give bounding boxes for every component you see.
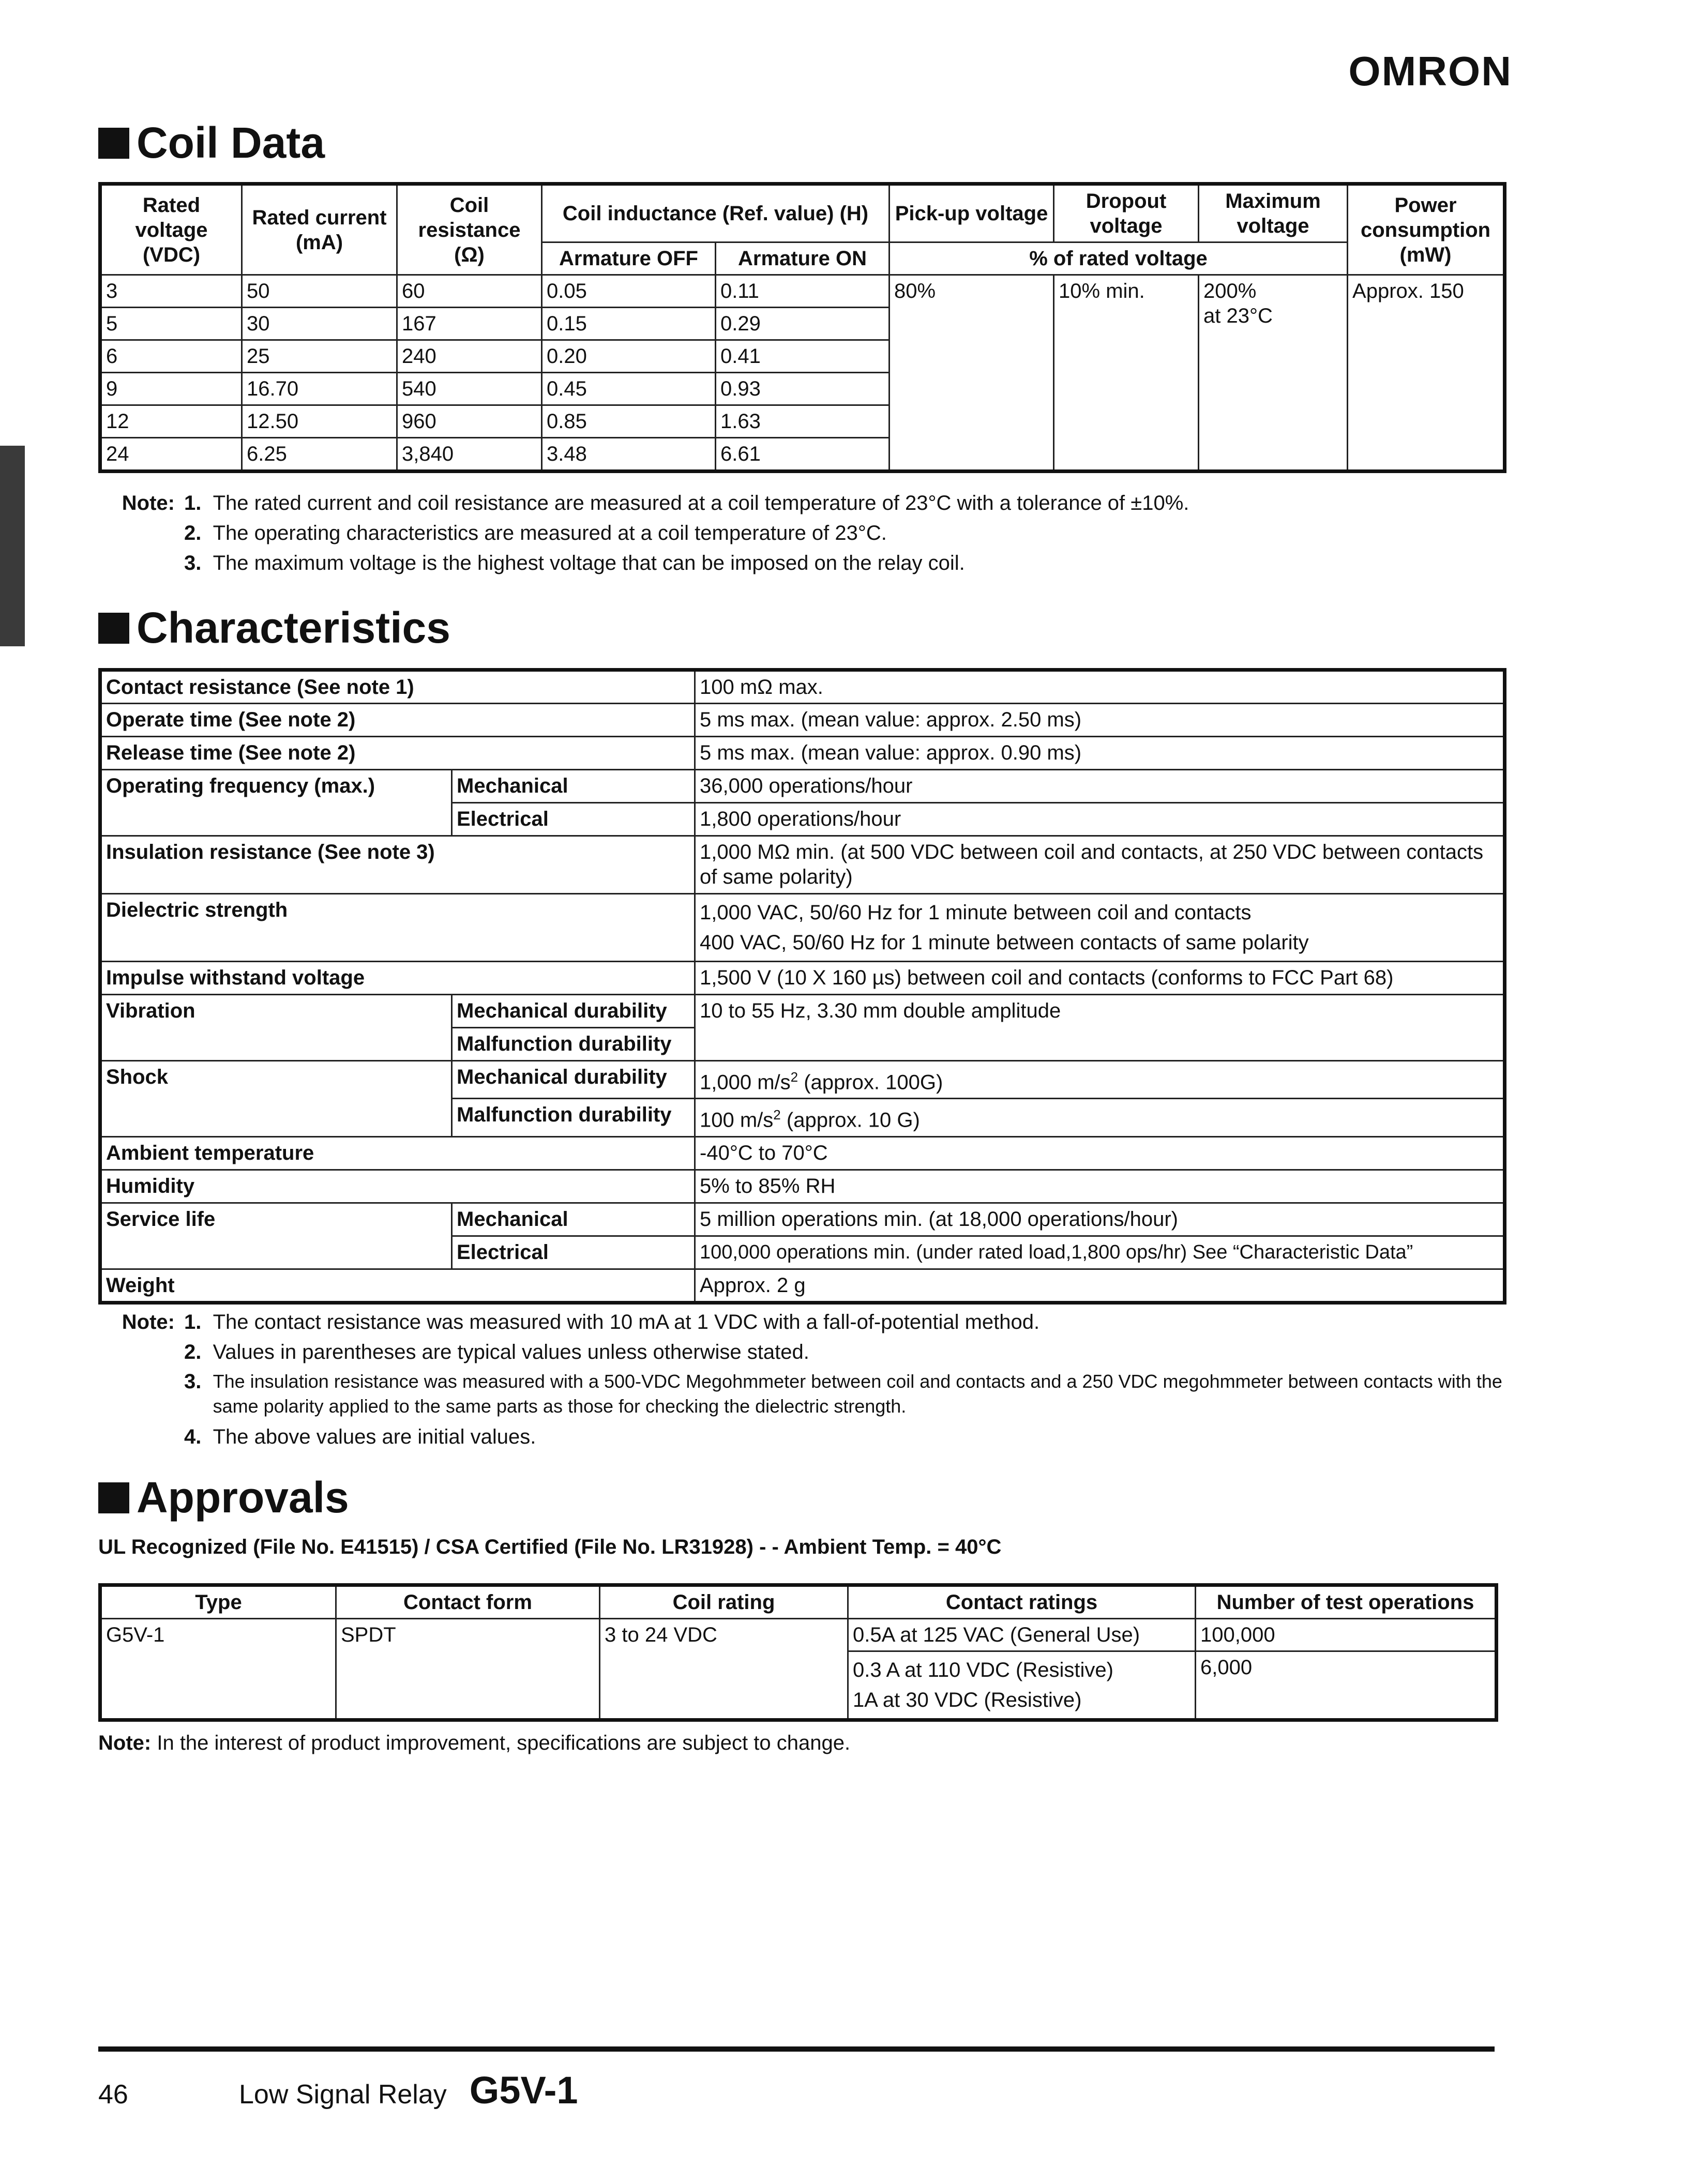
section-square-icon [98,1482,129,1513]
cell-armature-off: 0.85 [542,405,716,438]
header-pct-rated-voltage: % of rated voltage [890,242,1348,275]
cell-resistance: 3,840 [397,438,542,472]
table-row [100,275,1505,308]
cell-current: 50 [242,275,397,308]
note-num: 3. [184,552,202,574]
cell-voltage: 12 [100,405,242,438]
cell-test-operations: 100,000 [1196,1619,1497,1651]
cell-max-value [1199,275,1348,472]
header-coil-resistance: Coil resistance (Ω) [397,184,542,275]
coil-data-title-text: Coil Data [137,118,325,167]
row-label: Dielectric strength [100,894,695,962]
header-test-operations: Number of test operations [1196,1585,1497,1619]
cell-armature-on: 6.61 [716,438,890,472]
note-num: 1. [184,1311,202,1333]
cell-current: 30 [242,308,397,340]
cell-armature-off: 0.20 [542,340,716,373]
note-text: The insulation resistance was measured with a 500-VDC Megohmmeter between coil and contacts and a 250 VDC megohmmeter between contacts with the same polarity applied to the same parts as those for checking the dielectric strength. [213,1371,1502,1417]
cell-resistance: 540 [397,373,542,405]
table-row [100,1269,1505,1302]
row-sublabel: Electrical [452,803,695,836]
footer-rule [98,2046,1495,2052]
approvals-subtitle: UL Recognized (File No. E41515) / CSA Certified (File No. LR31928) - - Ambient Temp. = 40°C [98,1536,1002,1558]
cell-armature-on: 0.41 [716,340,890,373]
characteristics-title-text: Characteristics [137,603,450,652]
cell-test-operations: 6,000 [1196,1651,1497,1720]
note-label: Note: [98,1732,152,1754]
table-row [100,1136,1505,1170]
row-label: Service life [100,1203,452,1269]
table-row [100,704,1505,737]
header-contact-form: Contact form [336,1585,600,1619]
row-value: 100 mΩ max. [695,670,1505,704]
table-row [100,836,1505,894]
header-rated-voltage: Rated voltage (VDC) [100,184,242,275]
cell-resistance: 167 [397,308,542,340]
characteristics-notes [98,1307,1510,1452]
cell-current: 16.70 [242,373,397,405]
page-footer [98,2068,578,2112]
row-value: 5% to 85% RH [695,1170,1505,1203]
max-value-line2: at 23°C [1203,305,1273,327]
row-label: Shock [100,1061,452,1137]
note-text: The operating characteristics are measured at a coil temperature of 23°C. [213,522,887,544]
cell-armature-on: 1.63 [716,405,890,438]
cell-armature-on: 0.29 [716,308,890,340]
cell-current: 25 [242,340,397,373]
table-row [100,894,1505,962]
note-text: Values in parentheses are typical values unless otherwise stated. [213,1341,809,1363]
row-sublabel: Mechanical [452,1203,695,1236]
row-sublabel: Malfunction durability [452,1099,695,1136]
dielectric-line2: 400 VAC, 50/60 Hz for 1 minute between contacts of same polarity [700,931,1309,954]
header-contact-ratings: Contact ratings [848,1585,1196,1619]
row-label: Insulation resistance (See note 3) [100,836,695,894]
characteristics-table [98,668,1506,1305]
row-value: 1,500 V (10 X 160 µs) between coil and contacts (conforms to FCC Part 68) [695,962,1505,995]
note-text: The rated current and coil resistance are measured at a coil temperature of 23°C with a tolerance of ±10%. [213,492,1189,514]
row-label: Vibration [100,995,452,1061]
table-row [100,737,1505,770]
table-row [100,1170,1505,1203]
table-row [100,1061,1505,1099]
row-sublabel: Mechanical durability [452,995,695,1028]
note-label: Note: [122,492,175,514]
approvals-table [98,1583,1498,1722]
row-value: -40°C to 70°C [695,1136,1505,1170]
cell-armature-on: 0.93 [716,373,890,405]
cell-current: 12.50 [242,405,397,438]
cell-armature-off: 3.48 [542,438,716,472]
note-num: 2. [184,1341,202,1363]
row-value: Approx. 2 g [695,1269,1505,1302]
row-value [695,894,1505,962]
approvals-note [98,1728,850,1758]
row-label: Contact resistance (See note 1) [100,670,695,704]
note-num: 1. [184,492,202,514]
note-num: 3. [184,1370,202,1393]
row-value: 10 to 55 Hz, 3.30 mm double amplitude [695,995,1505,1061]
row-value: 5 ms max. (mean value: approx. 0.90 ms) [695,737,1505,770]
row-sublabel: Malfunction durability [452,1028,695,1061]
row-label: Humidity [100,1170,695,1203]
row-label: Weight [100,1269,695,1302]
header-armature-on: Armature ON [716,242,890,275]
row-value: 36,000 operations/hour [695,770,1505,803]
row-value: 5 ms max. (mean value: approx. 2.50 ms) [695,704,1505,737]
characteristics-title [98,603,450,653]
cell-voltage: 24 [100,438,242,472]
note-text: The above values are initial values. [213,1425,536,1448]
footer-category: Low Signal Relay [239,2080,447,2110]
header-armature-off: Armature OFF [542,242,716,275]
table-row [100,770,1505,803]
row-label: Operate time (See note 2) [100,704,695,737]
header-power-consumption: Power consumption (mW) [1348,184,1505,275]
section-square-icon [98,128,129,159]
note-label: Note: [122,1311,175,1333]
cell-type: G5V-1 [100,1619,336,1720]
page-number: 46 [98,2080,128,2110]
cell-resistance: 960 [397,405,542,438]
cell-armature-off: 0.05 [542,275,716,308]
approvals-title-text: Approvals [137,1473,349,1522]
header-rated-current: Rated current (mA) [242,184,397,275]
row-value: 5 million operations min. (at 18,000 operations/hour) [695,1203,1505,1236]
cell-voltage: 9 [100,373,242,405]
table-row [100,1619,1497,1651]
note-text: The maximum voltage is the highest voltage that can be imposed on the relay coil. [213,552,965,574]
header-maximum-voltage: Maximum voltage [1199,184,1348,242]
table-row [100,1203,1505,1236]
row-label: Ambient temperature [100,1136,695,1170]
cell-voltage: 3 [100,275,242,308]
row-value: 1,800 operations/hour [695,803,1505,836]
cell-contact-rating: 0.3 A at 110 VDC (Resistive) 1A at 30 VDC (Resistive) [848,1651,1196,1720]
cell-resistance: 240 [397,340,542,373]
side-tab-marker [0,446,25,646]
omron-logo: OMRON [1348,48,1512,94]
cell-voltage: 5 [100,308,242,340]
coil-data-table [98,182,1506,473]
coil-data-notes [98,488,1189,578]
header-pickup-voltage: Pick-up voltage [890,184,1054,242]
row-sublabel: Mechanical durability [452,1061,695,1099]
cell-armature-off: 0.45 [542,373,716,405]
row-label: Release time (See note 2) [100,737,695,770]
header-dropout-voltage: Dropout voltage [1054,184,1199,242]
table-row [100,670,1505,704]
row-label: Impulse withstand voltage [100,962,695,995]
note-num: 2. [184,522,202,544]
header-coil-inductance: Coil inductance (Ref. value) (H) [542,184,890,242]
cell-armature-off: 0.15 [542,308,716,340]
coil-data-title [98,118,325,168]
cell-resistance: 60 [397,275,542,308]
note-text: In the interest of product improvement, specifications are subject to change. [157,1732,851,1754]
cell-coil-rating: 3 to 24 VDC [600,1619,848,1720]
cell-contact-rating: 0.5A at 125 VAC (General Use) [848,1619,1196,1651]
cell-armature-on: 0.11 [716,275,890,308]
approvals-title [98,1473,349,1523]
header-coil-rating: Coil rating [600,1585,848,1619]
table-row [100,995,1505,1028]
row-value: 100 $m/s^2$ (approx. 10 G) [695,1099,1505,1136]
max-value-line1: 200% [1203,280,1257,302]
row-value: 1,000 MΩ min. (at 500 VDC between coil and contacts, at 250 VDC between contacts of same polarity) [695,836,1505,894]
footer-model: G5V-1 [469,2069,578,2112]
section-square-icon [98,613,129,644]
table-row [100,962,1505,995]
cell-voltage: 6 [100,340,242,373]
note-num: 4. [184,1425,202,1448]
cell-power-value: Approx. 150 [1348,275,1505,472]
row-label: Operating frequency (max.) [100,770,452,836]
row-sublabel: Mechanical [452,770,695,803]
header-type: Type [100,1585,336,1619]
dielectric-line1: 1,000 VAC, 50/60 Hz for 1 minute between coil and contacts [700,901,1252,924]
cell-contact-form: SPDT [336,1619,600,1720]
row-sublabel: Electrical [452,1236,695,1269]
cell-dropout-value: 10% min. [1054,275,1199,472]
row-value: 1,000 $m/s^2$ (approx. 100G) [695,1061,1505,1099]
note-text: The contact resistance was measured with 10 mA at 1 VDC with a fall-of-potential method. [213,1311,1040,1333]
cell-current: 6.25 [242,438,397,472]
cell-pickup-value: 80% [890,275,1054,472]
row-value: 100,000 operations min. (under rated load,1,800 ops/hr) See “Characteristic Data” [695,1236,1505,1269]
